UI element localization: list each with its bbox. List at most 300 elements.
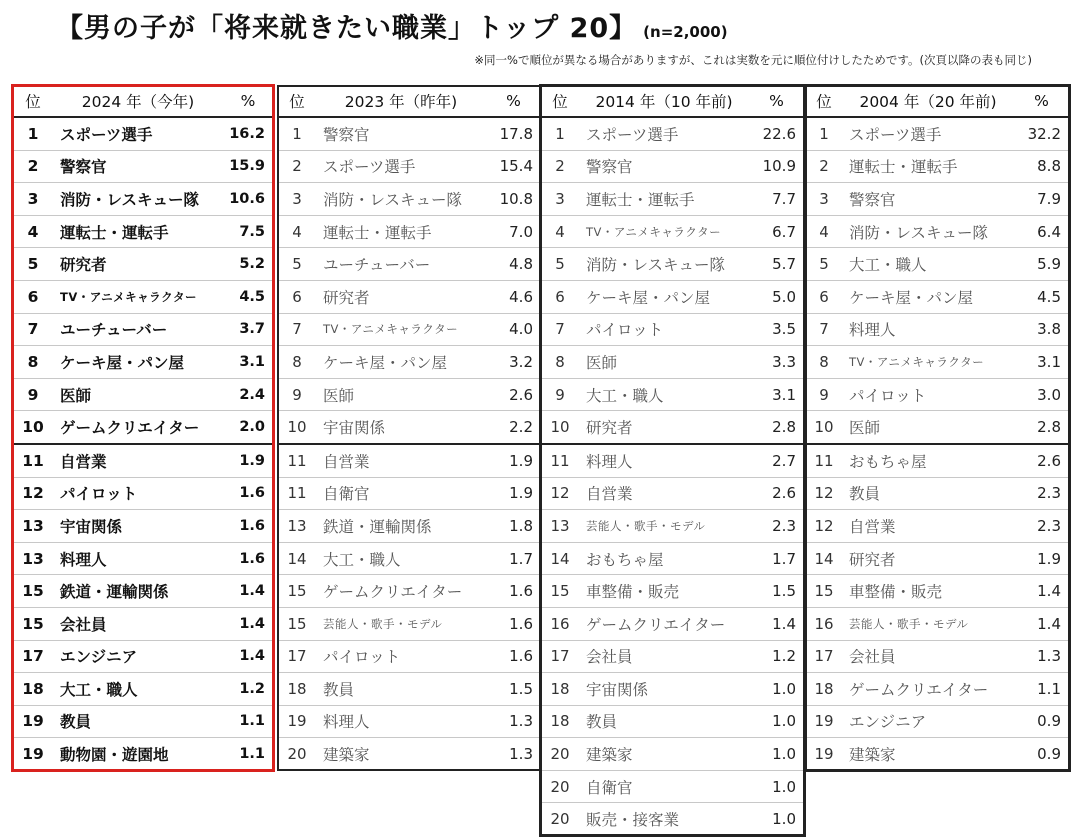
table-row	[13, 542, 273, 575]
rank-cell: 18	[278, 673, 316, 706]
job-cell: ゲームクリエイター	[53, 411, 223, 444]
rank-cell: 19	[278, 705, 316, 738]
job-cell: 運転士・運転手	[842, 150, 1014, 183]
table-row	[806, 673, 1069, 706]
rank-cell: 7	[13, 313, 53, 346]
percent-cell: 5.7	[749, 248, 804, 281]
rank-cell: 3	[806, 183, 842, 216]
table-row	[806, 378, 1069, 411]
percent-cell: 3.8	[1014, 313, 1069, 346]
rank-cell: 10	[13, 411, 53, 444]
table-row	[541, 248, 804, 281]
percent-cell: 15.4	[486, 150, 541, 183]
table-row	[13, 215, 273, 248]
table-row	[541, 738, 804, 771]
table-row	[278, 117, 541, 150]
table-row	[806, 183, 1069, 216]
percent-header: %	[749, 86, 804, 117]
table-row	[806, 215, 1069, 248]
rank-cell: 20	[287, 745, 307, 764]
percent-cell: 1.3	[1014, 640, 1069, 673]
rank-cell: 15	[13, 607, 53, 640]
table-row	[278, 183, 541, 216]
table-row	[13, 183, 273, 216]
percent-cell: 1.9	[486, 444, 541, 477]
percent-cell: 1.6	[486, 640, 541, 673]
percent-cell: 4.5	[223, 280, 273, 313]
job-cell: 研究者	[579, 411, 749, 444]
job-cell: 鉄道・運輸関係	[53, 575, 223, 608]
percent-cell: 2.7	[749, 444, 804, 477]
percent-header: %	[1014, 86, 1069, 117]
job-cell: 警察官	[579, 150, 749, 183]
rank-cell: 9	[806, 378, 842, 411]
job-cell: スポーツ選手	[316, 150, 486, 183]
rank-cell: 9	[278, 378, 316, 411]
percent-cell: 1.4	[1014, 607, 1069, 640]
job-cell: 消防・レスキュー隊	[316, 183, 486, 216]
rank-cell: 1	[13, 117, 53, 150]
percent-cell: 1.0	[749, 673, 804, 706]
table-row	[13, 510, 273, 543]
job-cell: TV・アニメキャラクター	[316, 313, 486, 346]
table-row	[806, 280, 1069, 313]
rank-cell: 11	[13, 444, 53, 477]
table-row	[13, 575, 273, 608]
percent-cell: 1.7	[749, 542, 804, 575]
rank-cell: 15	[541, 575, 579, 608]
table-row	[541, 705, 804, 738]
rank-cell: 14	[541, 542, 579, 575]
percent-cell: 5.9	[1014, 248, 1069, 281]
header-row	[278, 86, 541, 117]
rank-cell: 6	[278, 280, 316, 313]
rank-cell: 2	[278, 150, 316, 183]
job-cell: 宇宙関係	[316, 411, 486, 444]
job-cell: 教員	[53, 705, 223, 738]
rank-cell: 7	[278, 313, 316, 346]
job-cell: 教員	[842, 477, 1014, 510]
table-row	[541, 280, 804, 313]
rank-cell: 20	[550, 810, 570, 829]
rank-cell: 10	[806, 411, 842, 444]
rank-cell: 16	[806, 607, 842, 640]
job-cell: 車整備・販売	[579, 575, 749, 608]
page-title	[56, 6, 728, 45]
percent-cell: 1.8	[486, 510, 541, 543]
footnote: ※同一%で順位が異なる場合がありますが、これは実数を元に順位付けしたためです。(次頁以降の表も同じ)	[474, 53, 1032, 67]
table-row	[13, 411, 273, 444]
percent-cell: 2.8	[749, 411, 804, 444]
job-cell: ゲームクリエイター	[579, 607, 749, 640]
table-row	[278, 542, 541, 575]
rank-cell: 10	[278, 411, 316, 444]
job-cell: ケーキ屋・パン屋	[579, 280, 749, 313]
job-cell: 鉄道・運輸関係	[316, 510, 486, 543]
table-row	[278, 607, 541, 640]
table-row	[278, 411, 541, 444]
job-cell: 運転士・運転手	[53, 215, 223, 248]
rank-cell: 2	[541, 150, 579, 183]
rank-cell: 11	[278, 477, 316, 510]
job-cell: TV・アニメキャラクター	[53, 280, 223, 313]
percent-cell: 1.3	[509, 745, 533, 764]
job-cell: 料理人	[579, 444, 749, 477]
job-cell: スポーツ選手	[53, 117, 223, 150]
percent-cell: 10.6	[223, 183, 273, 216]
job-cell: 医師	[579, 346, 749, 379]
percent-cell: 5.0	[749, 280, 804, 313]
table-row	[13, 280, 273, 313]
job-cell: エンジニア	[842, 705, 1014, 738]
job-cell: パイロット	[842, 378, 1014, 411]
job-cell: 料理人	[53, 542, 223, 575]
percent-cell: 7.7	[749, 183, 804, 216]
sample-size: (n=2,000)	[643, 23, 728, 41]
job-cell: 自営業	[842, 510, 1014, 543]
percent-cell: 3.0	[1014, 378, 1069, 411]
percent-cell: 0.9	[1037, 745, 1061, 764]
job-cell: 消防・レスキュー隊	[53, 183, 223, 216]
rank-cell: 3	[13, 183, 53, 216]
rank-cell: 2	[806, 150, 842, 183]
job-cell: 大工・職人	[842, 248, 1014, 281]
table-row	[541, 477, 804, 510]
table-row	[806, 150, 1069, 183]
rank-cell: 9	[541, 378, 579, 411]
table-row	[541, 313, 804, 346]
table-row	[541, 770, 804, 803]
rank-cell: 8	[13, 346, 53, 379]
percent-cell: 1.4	[749, 607, 804, 640]
table-row	[13, 738, 273, 770]
rank-cell: 4	[13, 215, 53, 248]
job-cell: ユーチューバー	[53, 313, 223, 346]
percent-cell: 7.9	[1014, 183, 1069, 216]
percent-cell: 2.3	[1014, 510, 1069, 543]
rank-cell: 12	[541, 477, 579, 510]
table-row	[13, 607, 273, 640]
table-row	[278, 444, 541, 477]
table-row	[278, 378, 541, 411]
job-cell: ケーキ屋・パン屋	[316, 346, 486, 379]
percent-cell: 3.1	[749, 378, 804, 411]
rank-cell: 6	[541, 280, 579, 313]
table-2014	[541, 86, 804, 835]
job-cell: 建築家	[323, 746, 370, 765]
percent-cell: 2.6	[1014, 444, 1069, 477]
table-row	[13, 150, 273, 183]
table-row	[278, 346, 541, 379]
job-cell: 警察官	[842, 183, 1014, 216]
rank-cell: 6	[13, 280, 53, 313]
rank-cell: 4	[806, 215, 842, 248]
percent-cell: 1.6	[223, 477, 273, 510]
table-row	[278, 575, 541, 608]
job-cell: 警察官	[53, 150, 223, 183]
rank-cell: 7	[541, 313, 579, 346]
job-cell: 大工・職人	[316, 542, 486, 575]
table-row	[806, 705, 1069, 738]
rank-cell: 10	[541, 411, 579, 444]
job-cell: 教員	[579, 705, 749, 738]
rank-cell: 19	[806, 705, 842, 738]
header-row	[13, 86, 273, 117]
rank-cell: 19	[814, 745, 834, 764]
percent-cell: 2.2	[486, 411, 541, 444]
rank-cell: 13	[13, 542, 53, 575]
rank-cell: 4	[278, 215, 316, 248]
job-cell: 販売・接客業	[586, 811, 680, 830]
job-cell: 料理人	[316, 705, 486, 738]
percent-cell: 3.1	[223, 346, 273, 379]
job-cell: 芸能人・歌手・モデル	[842, 607, 1014, 640]
job-cell: 自営業	[316, 444, 486, 477]
job-cell: 医師	[316, 378, 486, 411]
table-row	[278, 705, 541, 738]
job-cell: 会社員	[579, 640, 749, 673]
percent-cell: 2.0	[223, 411, 273, 444]
table-row	[13, 705, 273, 738]
percent-cell: 1.4	[223, 575, 273, 608]
table-row	[278, 673, 541, 706]
job-cell: 芸能人・歌手・モデル	[579, 510, 749, 543]
rank-cell: 17	[806, 640, 842, 673]
rank-cell: 3	[278, 183, 316, 216]
year-header: 2024 年（今年)	[53, 86, 223, 117]
job-cell: おもちゃ屋	[842, 444, 1014, 477]
table-row	[806, 640, 1069, 673]
percent-cell: 3.5	[749, 313, 804, 346]
table-row	[13, 313, 273, 346]
job-cell: ユーチューバー	[316, 248, 486, 281]
percent-cell: 2.3	[749, 510, 804, 543]
job-cell: 研究者	[53, 248, 223, 281]
job-cell: TV・アニメキャラクター	[579, 215, 749, 248]
rank-cell: 1	[541, 117, 579, 150]
job-cell: 研究者	[842, 542, 1014, 575]
percent-cell: 4.6	[486, 280, 541, 313]
rank-cell: 20	[541, 738, 579, 771]
rank-header: 位	[13, 86, 53, 117]
percent-cell: 0.9	[1014, 705, 1069, 738]
rank-cell: 18	[541, 673, 579, 706]
table-row	[541, 542, 804, 575]
rank-cell: 13	[278, 510, 316, 543]
job-cell: 研究者	[316, 280, 486, 313]
rank-cell: 17	[541, 640, 579, 673]
rank-cell: 8	[541, 346, 579, 379]
percent-cell: 1.5	[749, 575, 804, 608]
table-row	[806, 510, 1069, 543]
job-cell: 医師	[53, 378, 223, 411]
rank-cell: 15	[278, 607, 316, 640]
rank-cell: 1	[806, 117, 842, 150]
rank-cell: 20	[541, 770, 579, 803]
year-header: 2023 年（昨年)	[316, 86, 486, 117]
job-cell: 自営業	[579, 477, 749, 510]
job-cell: 車整備・販売	[842, 575, 1014, 608]
year-header: 2004 年（20 年前)	[842, 86, 1014, 117]
table-row	[13, 378, 273, 411]
percent-cell: 1.0	[749, 770, 804, 803]
percent-cell: 1.9	[486, 477, 541, 510]
table-row	[278, 510, 541, 543]
percent-cell: 2.6	[749, 477, 804, 510]
rank-cell: 1	[278, 117, 316, 150]
table-row	[278, 640, 541, 673]
year-header: 2014 年（10 年前)	[579, 86, 749, 117]
job-cell: ゲームクリエイター	[316, 575, 486, 608]
table-row	[806, 607, 1069, 640]
percent-cell: 3.7	[223, 313, 273, 346]
percent-cell: 1.6	[223, 542, 273, 575]
job-cell: 料理人	[842, 313, 1014, 346]
job-cell: 運転士・運転手	[579, 183, 749, 216]
table-row	[806, 346, 1069, 379]
job-cell: 大工・職人	[53, 673, 223, 706]
percent-cell: 4.8	[486, 248, 541, 281]
rank-cell: 17	[278, 640, 316, 673]
percent-header: %	[486, 86, 541, 117]
job-cell: ケーキ屋・パン屋	[842, 280, 1014, 313]
table-row	[278, 215, 541, 248]
rank-cell: 9	[13, 378, 53, 411]
rank-cell: 11	[278, 444, 316, 477]
job-cell: 自衛官	[316, 477, 486, 510]
job-cell: 自営業	[53, 444, 223, 477]
percent-cell: 3.1	[1014, 346, 1069, 379]
percent-cell: 22.6	[749, 117, 804, 150]
rank-cell: 7	[806, 313, 842, 346]
percent-cell: 6.7	[749, 215, 804, 248]
percent-cell: 2.8	[1014, 411, 1069, 444]
percent-cell: 1.6	[486, 607, 541, 640]
job-cell: スポーツ選手	[579, 117, 749, 150]
rank-cell: 4	[541, 215, 579, 248]
percent-cell: 1.1	[239, 746, 265, 763]
job-cell: 芸能人・歌手・モデル	[316, 607, 486, 640]
rank-cell: 5	[278, 248, 316, 281]
table-row	[541, 673, 804, 706]
rank-cell: 17	[13, 640, 53, 673]
job-cell: パイロット	[53, 477, 223, 510]
table-row	[806, 411, 1069, 444]
percent-cell: 1.4	[1014, 575, 1069, 608]
percent-cell: 17.8	[486, 117, 541, 150]
rank-cell: 8	[278, 346, 316, 379]
table-row	[806, 738, 1069, 770]
table-row	[806, 248, 1069, 281]
table-row	[13, 640, 273, 673]
percent-cell: 1.4	[223, 640, 273, 673]
job-cell: TV・アニメキャラクター	[842, 346, 1014, 379]
rank-cell: 15	[806, 575, 842, 608]
table-row	[806, 477, 1069, 510]
table-row	[278, 738, 541, 770]
table-row	[13, 117, 273, 150]
rank-cell: 8	[806, 346, 842, 379]
percent-cell: 1.2	[749, 640, 804, 673]
table-row	[541, 215, 804, 248]
table-row	[13, 477, 273, 510]
table-row	[806, 117, 1069, 150]
table-row	[541, 803, 804, 835]
percent-cell: 10.9	[749, 150, 804, 183]
rank-cell: 5	[806, 248, 842, 281]
job-cell: 会社員	[842, 640, 1014, 673]
percent-cell: 2.6	[486, 378, 541, 411]
table-row	[806, 542, 1069, 575]
rank-cell: 18	[806, 673, 842, 706]
rank-cell: 18	[541, 705, 579, 738]
table-row	[541, 346, 804, 379]
job-cell: 自衛官	[579, 770, 749, 803]
rank-header: 位	[806, 86, 842, 117]
table-2004	[806, 86, 1069, 770]
percent-cell: 1.7	[486, 542, 541, 575]
table-row	[13, 346, 273, 379]
percent-cell: 1.6	[223, 510, 273, 543]
job-cell: 教員	[316, 673, 486, 706]
rank-cell: 13	[13, 510, 53, 543]
percent-cell: 1.2	[223, 673, 273, 706]
rank-cell: 15	[13, 575, 53, 608]
job-cell: エンジニア	[53, 640, 223, 673]
table-row	[806, 444, 1069, 477]
table-row	[541, 411, 804, 444]
table-row	[13, 248, 273, 281]
percent-cell: 3.2	[486, 346, 541, 379]
table-row	[541, 575, 804, 608]
job-cell: 動物園・遊園地	[60, 746, 169, 765]
percent-cell: 1.5	[486, 673, 541, 706]
header-row	[541, 86, 804, 117]
job-cell: 運転士・運転手	[316, 215, 486, 248]
rank-cell: 16	[541, 607, 579, 640]
job-cell: 医師	[842, 411, 1014, 444]
job-cell: 建築家	[579, 738, 749, 771]
table-row	[541, 150, 804, 183]
job-cell: ゲームクリエイター	[842, 673, 1014, 706]
percent-cell: 7.0	[486, 215, 541, 248]
table-row	[541, 640, 804, 673]
percent-cell: 4.5	[1014, 280, 1069, 313]
table-row	[541, 378, 804, 411]
job-cell: 建築家	[849, 746, 896, 765]
job-cell: おもちゃ屋	[579, 542, 749, 575]
percent-cell: 2.3	[1014, 477, 1069, 510]
percent-cell: 32.2	[1014, 117, 1069, 150]
job-cell: 消防・レスキュー隊	[842, 215, 1014, 248]
job-cell: 宇宙関係	[579, 673, 749, 706]
rank-cell: 14	[278, 542, 316, 575]
job-cell: 宇宙関係	[53, 510, 223, 543]
percent-cell: 8.8	[1014, 150, 1069, 183]
rank-cell: 15	[278, 575, 316, 608]
rank-cell: 12	[806, 510, 842, 543]
rank-cell: 18	[13, 673, 53, 706]
percent-cell: 1.1	[223, 705, 273, 738]
rank-cell: 6	[806, 280, 842, 313]
table-row	[541, 607, 804, 640]
percent-cell: 1.6	[486, 575, 541, 608]
rank-cell: 14	[806, 542, 842, 575]
table-row	[806, 575, 1069, 608]
percent-cell: 1.9	[1014, 542, 1069, 575]
table-2023	[278, 86, 541, 770]
table-row	[13, 673, 273, 706]
